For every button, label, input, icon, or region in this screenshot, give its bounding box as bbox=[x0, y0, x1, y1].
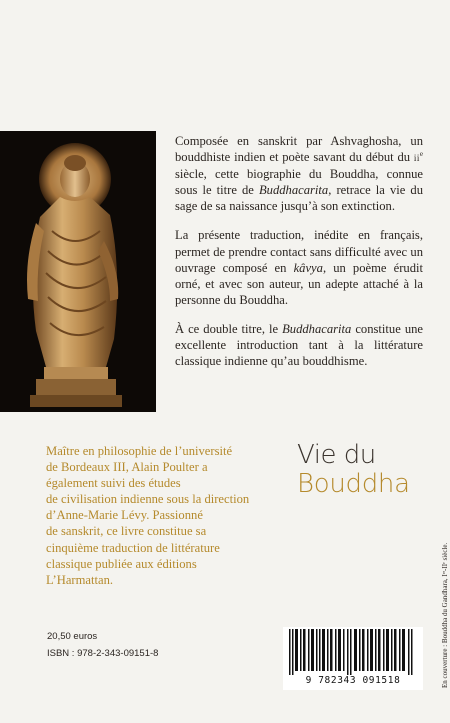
blurb-paragraph-2: La présente traduction, inédite en français, permet de prendre contact sans difficulté avec un ouvrage composé en kâvya, un poème érudit orné, et avec son auteur, un adepte attaché à la personne du Bouddha. bbox=[175, 228, 423, 307]
bio-line: classique publiée aux éditions bbox=[46, 556, 197, 571]
bio-line: également suivi des études bbox=[46, 476, 181, 491]
barcode-digits: 9 782343 091518 bbox=[305, 675, 401, 686]
book-title-line-1: Vie du bbox=[297, 440, 376, 470]
isbn: ISBN : 978-2-343-09151-8 bbox=[47, 648, 159, 659]
bio-line: cinquième traduction de littérature bbox=[46, 540, 220, 555]
cover-credit: En couverture : Bouddha du Gandhara, Iᵉʳ-IIᵉ siècle. bbox=[441, 542, 449, 688]
price: 20,50 euros bbox=[47, 631, 98, 642]
bio-line: d’Anne-Marie Lévy. Passionné bbox=[46, 508, 203, 523]
barcode-bars bbox=[283, 627, 423, 675]
work-title: Buddhacarita bbox=[258, 183, 329, 198]
isbn-barcode bbox=[283, 627, 423, 690]
bio-line: L’Harmattan. bbox=[46, 572, 114, 587]
buddha-statue-image bbox=[0, 131, 156, 412]
bio-line: de sanskrit, ce livre constitue sa bbox=[46, 524, 207, 539]
back-cover-blurb bbox=[175, 133, 423, 382]
blurb-paragraph-3: À ce double titre, le Buddhacarita constitue une excellente introduction tant à la littérature classique indienne qu’au bouddhisme. bbox=[175, 321, 423, 369]
bio-line: de civilisation indienne sous la direction bbox=[46, 492, 250, 507]
bio-line: de Bordeaux III, Alain Poulter a bbox=[46, 460, 208, 475]
work-title: Buddhacarita bbox=[282, 321, 352, 336]
book-title-line-2: Bouddha bbox=[297, 469, 410, 499]
term-kavya: kâvya bbox=[293, 260, 323, 275]
book-title bbox=[297, 440, 437, 498]
bio-line: Maître en philosophie de l’université bbox=[46, 444, 233, 458]
author-bio bbox=[46, 443, 286, 588]
cover-photo-buddha-statue bbox=[0, 131, 156, 412]
blurb-paragraph-1: Composée en sanskrit par Ashvaghosha, un bouddhiste indien et poète savant du début du $ii^e$ siècle, cette biographie du Bouddha, connue sous le titre de Buddhacarita, retrace la vie du sage de sa naissance jusqu’à son extinction. bbox=[175, 134, 424, 214]
